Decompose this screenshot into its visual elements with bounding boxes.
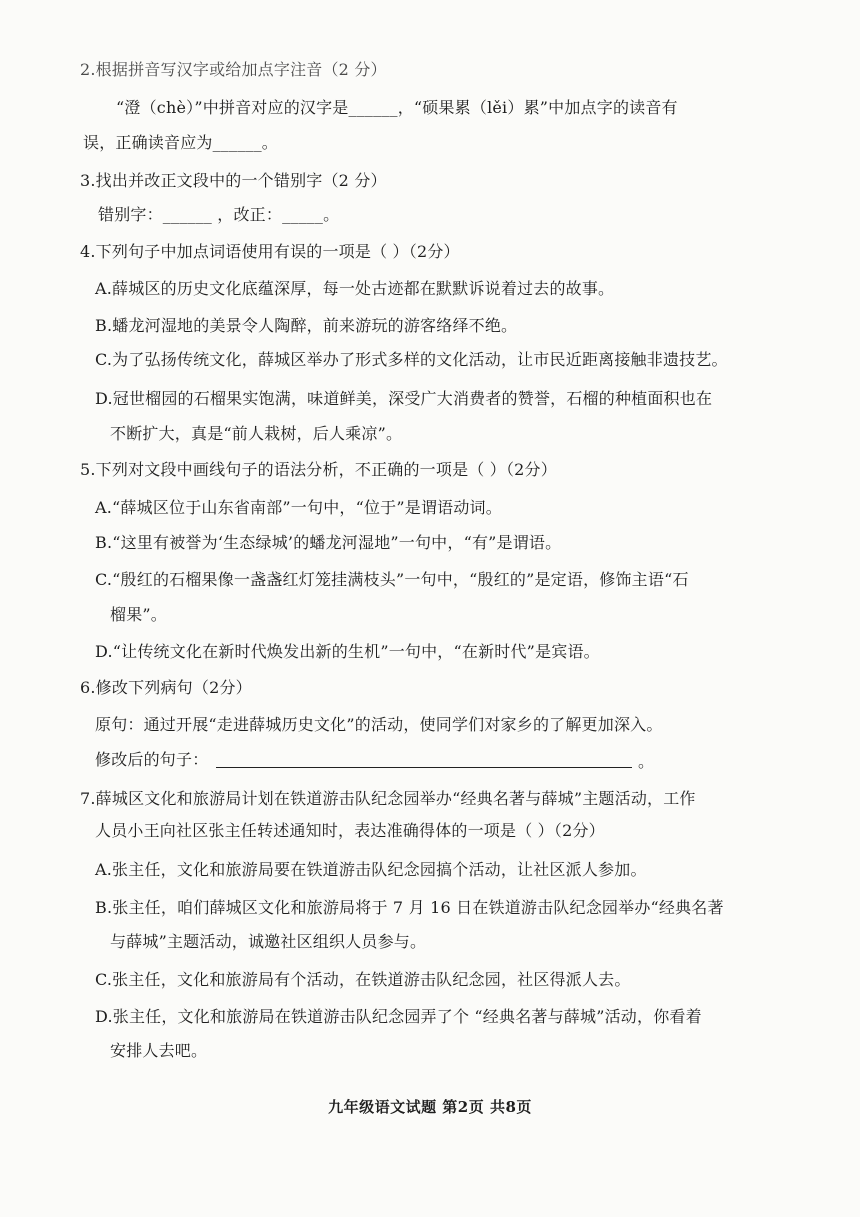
q2-text-line2: 误，正确读音应为______。 xyxy=(83,133,279,152)
q5-option-d: D.“让传统文化在新时代焕发出新的生机”一句中，“在新时代”是宾语。 xyxy=(95,642,600,661)
q5-title: 5.下列对文段中画线句子的语法分析，不正确的一项是（ ）（2分） xyxy=(80,460,557,479)
q5-option-c-line2: 榴果”。 xyxy=(110,605,167,624)
q7-option-a: A.张主任，文化和旅游局要在铁道游击队纪念园搞个活动，让社区派人参加。 xyxy=(95,860,647,879)
q3-title: 3.找出并改正文段中的一个错别字（2 分） xyxy=(80,171,387,190)
q5-option-a: A.“薛城区位于山东省南部”一句中，“位于”是谓语动词。 xyxy=(95,498,502,517)
q6-original-sentence: 原句：通过开展“走进薛城历史文化”的活动，使同学们对家乡的了解更加深入。 xyxy=(95,715,663,734)
q4-option-b: B.蟠龙河湿地的美景令人陶醉，前来游玩的游客络绎不绝。 xyxy=(95,316,518,335)
q3-text: 错别字：______ ，改正：_____。 xyxy=(98,205,340,224)
q6-title: 6.修改下列病句（2分） xyxy=(80,678,252,697)
q6-answer-label: 修改后的句子： xyxy=(95,750,209,769)
page-footer: 九年级语文试题 第2页 共8页 xyxy=(328,1098,532,1116)
q7-text-line1: 7.薛城区文化和旅游局计划在铁道游击队纪念园举办“经典名著与薛城”主题活动，工作 xyxy=(80,789,696,808)
q2-title: 2.根据拼音写汉字或给加点字注音（2 分） xyxy=(80,60,387,79)
q6-answer-end: 。 xyxy=(638,752,655,771)
q4-option-a: A.薛城区的历史文化底蕴深厚，每一处古迹都在默默诉说着过去的故事。 xyxy=(95,279,615,298)
q7-option-d-line1: D.张主任，文化和旅游局在铁道游击队纪念园弄了个 “经典名著与薛城”活动，你看着 xyxy=(95,1007,702,1026)
q7-text-line2: 人员小王向社区张主任转述通知时，表达准确得体的一项是（ ）（2分） xyxy=(95,821,605,840)
q4-option-d-line2: 不断扩大，真是“前人栽树，后人乘凉”。 xyxy=(110,424,403,443)
q4-option-c: C.为了弘扬传统文化，薛城区举办了形式多样的文化活动，让市民近距离接触非遗技艺。 xyxy=(95,350,728,369)
q4-title: 4.下列句子中加点词语使用有误的一项是（ ）（2分） xyxy=(80,242,460,261)
q7-option-d-line2: 安排人去吧。 xyxy=(110,1041,208,1060)
q4-option-d-line1: D.冠世榴园的石榴果实饱满，味道鲜美，深受广大消费者的赞誉，石榴的种植面积也在 xyxy=(95,389,713,408)
q2-text-line1: “澄（chè）”中拼音对应的汉字是______，“硕果累（lěi）累”中加点字的读音有 xyxy=(116,98,678,117)
q5-option-c-line1: C.“殷红的石榴果像一盏盏红灯笼挂满枝头”一句中，“殷红的”是定语，修饰主语“石 xyxy=(95,570,689,589)
q7-option-b-line2: 与薛城”主题活动，诚邀社区组织人员参与。 xyxy=(110,932,427,951)
q5-option-b: B.“这里有被誉为‘生态绿城’的蟠龙河湿地”一句中，“有”是谓语。 xyxy=(95,533,562,552)
q6-answer-blank[interactable] xyxy=(216,767,632,768)
q7-option-b-line1: B.张主任，咱们薛城区文化和旅游局将于 7 月 16 日在铁道游击队纪念园举办“经典名著 xyxy=(95,898,724,917)
q7-option-c: C.张主任，文化和旅游局有个活动，在铁道游击队纪念园，社区得派人去。 xyxy=(95,970,631,989)
